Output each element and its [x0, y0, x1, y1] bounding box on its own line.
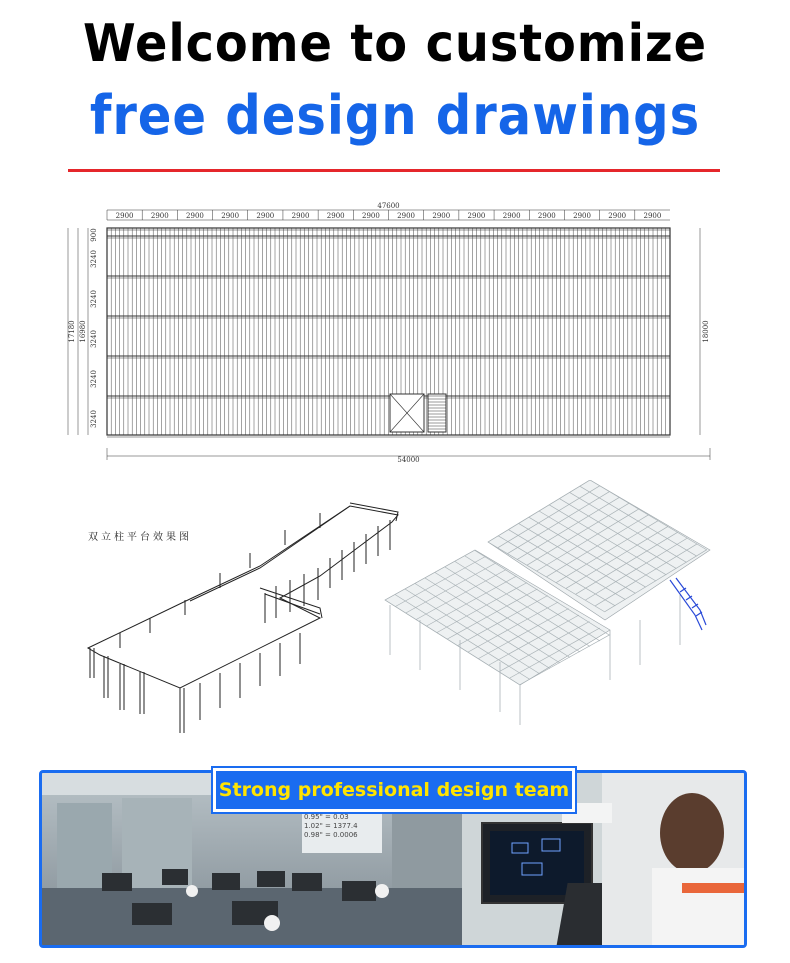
bottom-total-dimension: 54000	[397, 456, 420, 464]
screen-overlay-lines: 0.95" = 0.03 1.02" = 1377.4 0.98" = 0.0006	[304, 813, 358, 839]
red-divider	[68, 169, 720, 172]
left-dimension-label: 3240	[90, 290, 98, 308]
bay-dimension-label: 2900	[502, 212, 521, 220]
bay-dimension-label: 2900	[291, 212, 310, 220]
left-dimension-label: 3240	[90, 410, 98, 428]
bay-dimension-label: 2900	[608, 212, 627, 220]
bay-dimension-label: 2900	[115, 212, 134, 220]
bay-dimension-label: 2900	[643, 212, 662, 220]
left-overall-dimension: 17180	[68, 320, 76, 343]
bay-dimension-label: 2900	[467, 212, 486, 220]
top-total-dimension: 47600	[377, 202, 400, 210]
bay-dimension-label: 2900	[361, 212, 380, 220]
bay-dimension-label: 2900	[573, 212, 591, 220]
left-dimension-label: 3240	[90, 370, 98, 388]
floor-plan-drawing	[60, 198, 720, 468]
right-total-dimension: 18000	[702, 320, 710, 343]
headline-free-design: free design drawings	[89, 84, 701, 147]
left-dimension-label: 3240	[90, 330, 98, 348]
left-dimension-label: 3240	[90, 250, 98, 268]
bay-dimension-label: 2900	[221, 212, 240, 220]
left-dimension-label: 900	[90, 228, 98, 242]
bay-dimension-label: 2900	[432, 212, 451, 220]
left-total-dimension: 16980	[79, 320, 87, 343]
headline-welcome: Welcome to customize	[82, 14, 708, 74]
bay-dimension-label: 2900	[150, 212, 169, 220]
bay-dimension-label: 2900	[397, 212, 416, 220]
bay-dimension-label: 2900	[537, 212, 556, 220]
bay-dimension-label: 2900	[326, 212, 345, 220]
platform-isometric-drawing	[80, 488, 410, 743]
bay-dimension-label: 2900	[256, 212, 275, 220]
rack-platform-isometric	[380, 480, 720, 730]
design-team-badge: Strong professional design team	[213, 768, 575, 812]
platform-caption: 双立柱平台效果图	[88, 532, 192, 543]
bay-dimension-label: 2900	[186, 212, 204, 220]
